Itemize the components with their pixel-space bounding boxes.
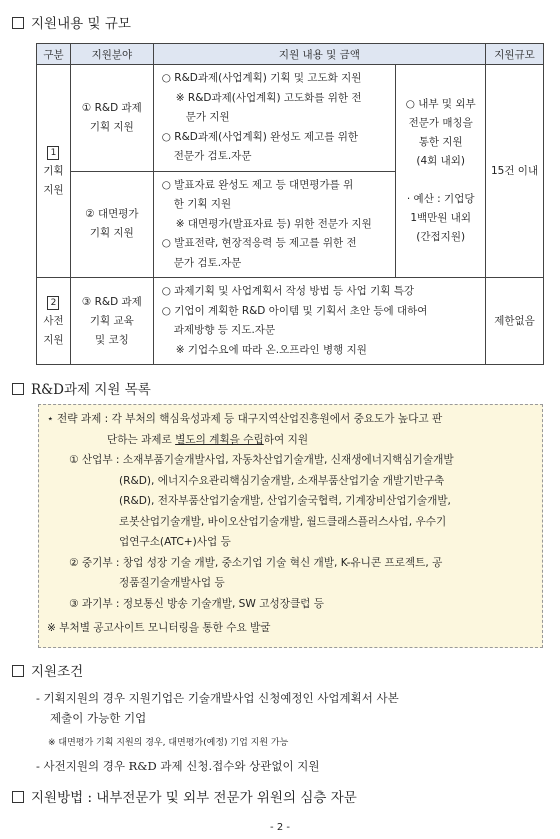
support-table <box>36 43 544 365</box>
group2-label: 2 사전 지원 <box>37 278 71 365</box>
amount-cell: ○ 내부 및 외부 전문가 매칭을 통한 지원 (4회 내외) · 예산 : 기업당 1백만원 내외 (간접지원) <box>396 65 486 278</box>
section-heading-method: 지원방법 : 내부전문가 및 외부 전문가 위원의 심층 자문 <box>12 786 357 806</box>
table-row <box>37 278 544 365</box>
checkbox-square-icon <box>12 383 24 395</box>
condition-line-3: - 사전지원의 경우 R&D 과제 신청.접수와 상관없이 지원 <box>36 759 320 773</box>
section-heading-conditions: 지원조건 <box>12 660 83 680</box>
rnd-list-box: ⋆ 전략 과제 : 각 부처의 핵심육성과제 등 대구지역산업진흥원에서 중요도가 높다고 판 단하는 과제로 별도의 계획을 수립하여 지원 ① 산업부 : 소재부품기술개발사업, 자동차산업기술개발, 신재생에너지핵심기술개발 (R&D), 에너지수요관리핵심기술개발, 소재부품산업기술 개발기반구축 (R&D), 전자부품산업기술개발, 산업기술국협력, 기계장비산업기술개발, 로봇산업기술개발, 바이오산업기술개발, 월드클래스플러스사업, 우수기 업연구소(ATC+)사업 등 ② 중기부 : 창업 성장 기술 개발, 중소기업 기술 혁신 개발, K-유니콘 프로젝트, 공 정품질기술개발사업 등 ③ 과기부 : 정보통신 방송 기술개발, SW 고성장클럽 등 ※ 부처별 공고사이트 모니터링을 통한 수요 발굴 <box>38 404 543 648</box>
condition-note: ※ 대면평가 기획 지원의 경우, 대면평가(예정) 기업 지원 가능 <box>48 738 289 748</box>
section-heading-rnd-list: R&D과제 지원 목록 <box>12 378 151 398</box>
condition-line-1: - 기획지원의 경우 지원기업은 기술개발사업 신청예정인 사업계획서 사본 <box>36 691 399 705</box>
group2-number: 2 <box>47 296 59 310</box>
field-presentation-planning: ② 대면평가 기획 지원 <box>70 171 153 278</box>
content-rnd-planning: ○ R&D과제(사업계획) 기획 및 고도화 지원 ※ R&D과제(사업계획) 고도화를 위한 전 문가 지원 ○ R&D과제(사업계획) 완성도 제고를 위한 전문가 검토.자문 <box>153 65 396 172</box>
checkbox-square-icon <box>12 791 24 803</box>
checkbox-square-icon <box>12 17 24 29</box>
header-scale: 지원규모 <box>486 44 544 65</box>
header-field: 지원분야 <box>70 44 153 65</box>
table-header-row <box>37 44 544 65</box>
header-category: 구분 <box>37 44 71 65</box>
content-education-coaching: ○ 과제기획 및 사업계획서 작성 방법 등 사업 기획 특강 ○ 기업이 계획한 R&D 아이템 및 기획서 초안 등에 대하여 과제방향 등 지도.자문 ※ 기업수요에 따라 온.오프라인 병행 지원 <box>153 278 485 365</box>
content-presentation-planning: ○ 발표자료 완성도 제고 등 대면평가를 위 한 기획 지원 ※ 대면평가(발표자료 등) 위한 전문가 지원 ○ 발표전략, 현장적응력 등 제고를 위한 전 문가 검토.자문 <box>153 171 396 278</box>
field-education-coaching: ③ R&D 과제 기획 교육 및 코칭 <box>70 278 153 365</box>
scale-group1: 15건 이내 <box>486 65 544 278</box>
table-row <box>37 65 544 172</box>
section-heading-support-content: 지원내용 및 규모 <box>12 12 131 32</box>
field-rnd-planning: ① R&D 과제 기획 지원 <box>70 65 153 172</box>
scale-group2: 제한없음 <box>486 278 544 365</box>
checkbox-square-icon <box>12 665 24 677</box>
group1-label: 1 기획 지원 <box>37 65 71 278</box>
group1-number: 1 <box>47 146 59 160</box>
page-number: - 2 - <box>270 822 290 833</box>
condition-line-2: 제출이 가능한 기업 <box>50 711 147 725</box>
header-content: 지원 내용 및 금액 <box>153 44 485 65</box>
